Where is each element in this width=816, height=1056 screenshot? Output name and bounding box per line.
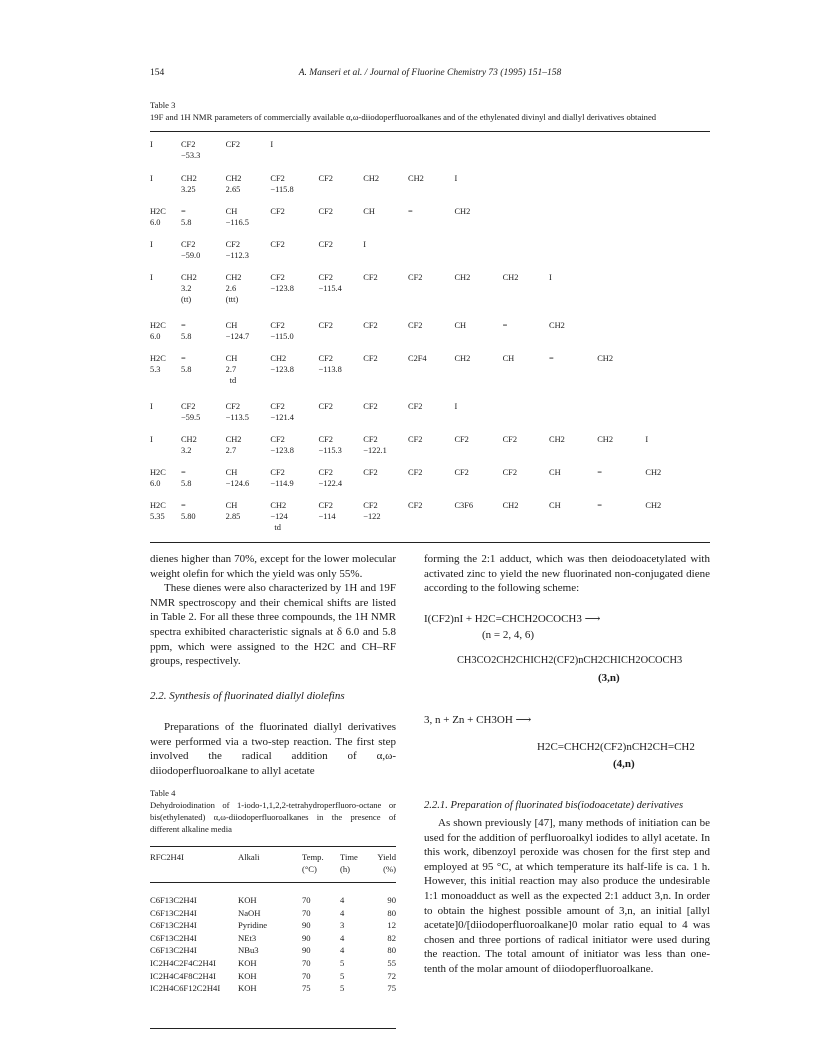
- table3-structure-token: CF2: [363, 468, 378, 477]
- table3-structure-token: H2C: [150, 501, 166, 510]
- table4-cell: 5: [340, 958, 345, 968]
- table3-structure-token: I: [363, 240, 367, 249]
- table4-cell: 5: [340, 970, 345, 981]
- table3-structure-token: =: [180, 321, 186, 330]
- table3-body: [150, 140, 710, 540]
- table3-structure-token: CF2: [318, 240, 333, 249]
- table3-shift-value: 3.2: [180, 284, 192, 293]
- table3-structure-token: I: [270, 140, 274, 149]
- table4-cell: 70: [302, 895, 311, 905]
- table3-bottom-rule: [150, 542, 710, 543]
- table3-structure-token: CF2: [318, 468, 333, 477]
- table3-structure-token: CF2: [225, 240, 241, 249]
- equation-2: 3, n + Zn + CH3OH ⟶: [424, 714, 532, 726]
- table3-multiplicity: (ttt): [225, 295, 239, 304]
- table4-cell: 5: [340, 983, 345, 994]
- table3-shift-value: −122.4: [318, 479, 343, 488]
- table4-cell: 70: [302, 958, 311, 968]
- table3-structure-token: CH2: [225, 435, 242, 444]
- table4-cell: 75: [302, 983, 311, 994]
- table3-structure-token: CF2: [408, 321, 423, 330]
- table3-label: Table 3: [150, 100, 176, 110]
- table3-shift-value: −115.0: [270, 332, 294, 341]
- table4-cell: C6F13C2H4I: [150, 945, 197, 956]
- table3-structure-token: I: [454, 402, 458, 411]
- table3-structure-token: CH2: [363, 174, 380, 183]
- table3-structure-token: CF2: [408, 501, 423, 510]
- left-para-3: Preparations of the fluorinated diallyl derivatives were performed via a two-step reaction. The first step involved the radical addition of α,ω-diiodoperfluoroalkane to allyl acetate: [150, 721, 396, 777]
- table3-shift-value: −124: [270, 512, 288, 521]
- table3-structure-token: CH2: [645, 501, 662, 510]
- table3-structure-token: CH2: [502, 501, 519, 510]
- table3-structure-token: CF2: [318, 321, 333, 330]
- table3-shift-value: −115.8: [270, 185, 294, 194]
- table3-structure-token: CF2: [180, 240, 196, 249]
- table3-structure-token: CF2: [270, 321, 285, 330]
- left-para-1: dienes higher than 70%, except for the lower molecular weight olefin for which the yield was only 55%.: [150, 553, 396, 580]
- table4-header: RFC2H4I: [150, 852, 184, 862]
- table4-cell: 80: [387, 907, 396, 918]
- table3-shift-value: 5.35: [150, 512, 165, 521]
- table3-structure-token: CH2: [549, 435, 565, 444]
- table3-structure-token: =: [502, 321, 508, 330]
- table3-structure-token: CF2: [270, 240, 285, 249]
- table4-cell: 72: [387, 970, 396, 981]
- table4-header: Time: [340, 852, 358, 862]
- table3-structure-token: =: [180, 354, 186, 363]
- table3-structure-token: CF2: [318, 174, 333, 183]
- table4-bottom-rule: [150, 1028, 396, 1029]
- table3-top-rule: [150, 131, 710, 132]
- table3-structure-token: CF2: [318, 354, 333, 363]
- table3-structure-token: CF2: [270, 402, 285, 411]
- table3-shift-value: 2.7: [225, 446, 237, 455]
- table4-cell: 90: [387, 895, 396, 905]
- table3-shift-value: 5.8: [180, 218, 192, 227]
- table3-shift-value: −114: [318, 512, 336, 521]
- table3-structure-token: CH2: [270, 501, 287, 510]
- table3-structure-token: CH2: [454, 207, 471, 216]
- table3-shift-value: −124.7: [225, 332, 250, 341]
- table3-structure-token: CH: [549, 501, 561, 510]
- table3-structure-token: CH2: [597, 354, 614, 363]
- table3-shift-value: 5.80: [180, 512, 196, 521]
- table4-caption-block: [150, 787, 396, 835]
- table3-structure-token: CF2: [408, 468, 423, 477]
- table4-cell: 12: [387, 920, 396, 931]
- table3-structure-token: =: [597, 501, 602, 510]
- table3-shift-value: 3.25: [180, 185, 196, 194]
- table3-structure-token: CH2: [597, 435, 614, 444]
- table3-structure-token: CF2: [363, 402, 378, 411]
- table3-structure-token: CF2: [408, 273, 423, 282]
- table3-shift-value: 2.6: [225, 284, 237, 293]
- table3-shift-value: 6.0: [150, 332, 161, 341]
- table3-structure-token: I: [454, 174, 458, 183]
- table3-shift-value: −59.5: [180, 413, 201, 422]
- table3-structure-token: CF2: [408, 402, 423, 411]
- table3-structure-token: CF2: [318, 402, 333, 411]
- table3-shift-value: 6.0: [150, 218, 161, 227]
- table3-caption: 19F and 1H NMR parameters of commercially available α,ω-diiodoperfluoroalkanes and of the ethylenated divinyl and diallyl derivatives obtained: [150, 112, 657, 122]
- table3-structure-token: CF2: [318, 207, 333, 216]
- table3-structure-token: CH2: [454, 273, 471, 282]
- table4-cell: 90: [302, 932, 311, 943]
- table4-cell: C6F13C2H4I: [150, 895, 197, 905]
- table3-structure-token: CH: [225, 501, 238, 510]
- equation-2-product: H2C=CHCH2(CF2)nCH2CH=CH2: [537, 741, 695, 753]
- table4-cell: KOH: [238, 895, 257, 905]
- table3-shift-value: −115.4: [318, 284, 342, 293]
- table3-shift-value: −123.8: [270, 365, 294, 374]
- table3-structure-token: CH2: [225, 273, 242, 282]
- table4-cell: 90: [302, 920, 311, 931]
- table3-structure-token: CF2: [363, 501, 378, 510]
- equation-1-condition: (n = 2, 4, 6): [482, 629, 535, 641]
- equation-1-product: CH3CO2CH2CHICH2(CF2)nCH2CHICH2OCOCH3: [457, 655, 683, 666]
- table3-shift-value: 2.7: [225, 365, 237, 374]
- table4-cell: NEt3: [238, 932, 257, 943]
- table3-caption-block: [150, 99, 710, 123]
- table3-structure-token: =: [180, 207, 186, 216]
- table3-structure-token: CF2: [318, 273, 333, 282]
- table4-cell: 55: [387, 958, 396, 968]
- table3-shift-value: −122.1: [363, 446, 387, 455]
- table3-structure-token: CH: [225, 321, 238, 330]
- table3-structure-token: CF2: [270, 435, 285, 444]
- table3-shift-value: 5.3: [150, 365, 161, 374]
- table3-structure-token: I: [549, 273, 552, 282]
- table3-structure-token: CH2: [408, 174, 424, 183]
- page-number: 154: [150, 68, 165, 78]
- table4-body: [150, 850, 396, 1026]
- table3-shift-value: −113.5: [225, 413, 249, 422]
- table3-structure-token: C2F4: [408, 354, 427, 363]
- table3-shift-value: 5.8: [180, 479, 192, 488]
- table4-label: Table 4: [150, 788, 176, 798]
- table3-structure-token: CF2: [225, 402, 241, 411]
- table3-shift-value: −59.0: [180, 251, 201, 260]
- table3-structure-token: CH: [225, 354, 238, 363]
- table3-structure-token: CH: [225, 468, 238, 477]
- table3-structure-token: CF2: [502, 435, 518, 444]
- table3-structure-token: CF2: [225, 140, 241, 149]
- table3-shift-value: −124.6: [225, 479, 250, 488]
- table4-cell: 4: [340, 932, 345, 943]
- table3-structure-token: CF2: [363, 273, 378, 282]
- table3-shift-value: −123.8: [270, 446, 294, 455]
- table3-shift-value: 6.0: [150, 479, 161, 488]
- table4-cell: 70: [302, 907, 311, 918]
- table3-structure-token: CF2: [363, 435, 378, 444]
- table4-header: Yield: [377, 852, 396, 862]
- table3-structure-token: H2C: [150, 354, 166, 363]
- table3-structure-token: CH: [502, 354, 515, 363]
- table3-structure-token: I: [150, 240, 153, 249]
- table3-shift-value: 5.8: [180, 365, 192, 374]
- table3-structure-token: I: [150, 174, 153, 183]
- table3-shift-value: −122: [363, 512, 381, 521]
- table4-cell: 90: [302, 945, 311, 956]
- table4-cell: Pyridine: [238, 920, 268, 931]
- table3-shift-value: −115.3: [318, 446, 342, 455]
- table3-structure-token: I: [150, 402, 153, 411]
- table3-structure-token: =: [180, 501, 186, 510]
- table3-structure-token: CF2: [180, 402, 196, 411]
- table3-structure-token: CF2: [454, 435, 469, 444]
- table3-structure-token: C3F6: [454, 501, 474, 510]
- table3-structure-token: CH: [549, 468, 561, 477]
- table3-structure-token: I: [645, 435, 649, 444]
- section-heading-2-2: 2.2. Synthesis of fluorinated diallyl diolefins: [150, 690, 345, 702]
- table4-cell: 3: [340, 920, 345, 931]
- table4-unit: (°C): [302, 864, 317, 874]
- table3-structure-token: I: [150, 435, 153, 444]
- table3-shift-value: −114.9: [270, 479, 294, 488]
- equation-2-label: (4,n): [613, 758, 635, 770]
- table4-header: Alkali: [238, 852, 260, 862]
- table4-caption: Dehydroiodination of 1-iodo-1,1,2,2-tetrahydroperfluoro-octane or bis(ethylenated) α,ω-diiodoperfluoroalkanes in the presence of different alkaline media: [150, 800, 396, 834]
- table3-shift-value: 3.2: [180, 446, 192, 455]
- table3-structure-token: H2C: [150, 321, 166, 330]
- table3-structure-token: CH: [363, 207, 375, 216]
- table3-structure-token: CH2: [225, 174, 242, 183]
- table3-structure-token: CH2: [270, 354, 287, 363]
- table3-structure-token: CF2: [270, 468, 285, 477]
- table3-shift-value: −123.8: [270, 284, 294, 293]
- table3-structure-token: CF2: [502, 468, 518, 477]
- table4-cell: 4: [340, 895, 345, 905]
- table4-cell: KOH: [238, 958, 257, 968]
- journal-reference: A. Manseri et al. / Journal of Fluorine Chemistry 73 (1995) 151–158: [298, 68, 562, 78]
- table4-cell: 4: [340, 945, 345, 956]
- table3-shift-value: 2.85: [225, 512, 241, 521]
- table3-structure-token: CF2: [180, 140, 196, 149]
- table3-structure-token: CH: [454, 321, 467, 330]
- table4-cell: 82: [387, 932, 396, 943]
- table3-shift-value: −53.3: [180, 151, 201, 160]
- table3-structure-token: CF2: [270, 273, 285, 282]
- table4-cell: NBu3: [238, 945, 259, 956]
- table3-structure-token: CF2: [318, 435, 333, 444]
- table4-cell: 4: [340, 907, 345, 918]
- table4-cell: KOH: [238, 970, 257, 981]
- table4-header-rule: [150, 882, 396, 883]
- subsection-heading-2-2-1: 2.2.1. Preparation of fluorinated bis(iodoacetate) derivatives: [424, 800, 684, 811]
- table3-structure-token: =: [597, 468, 602, 477]
- table3-structure-token: CH2: [454, 354, 471, 363]
- table4-cell: 70: [302, 970, 311, 981]
- table3-structure-token: CF2: [270, 174, 285, 183]
- table3-structure-token: CH2: [180, 273, 197, 282]
- table3-multiplicity: td: [274, 523, 281, 532]
- table3-multiplicity: (tt): [180, 295, 192, 304]
- table3-structure-token: I: [150, 140, 153, 149]
- table3-structure-token: CF2: [454, 468, 469, 477]
- table3-structure-token: =: [408, 207, 413, 216]
- right-para-2: As shown previously [47], many methods of initiation can be used for the addition of perfluoroalkyl iodides to allyl acetate. In this work, dibenzoyl peroxide was chosen for the first step and employed at 95 °C, at which temperature its half-life is ca. 1 h. However, this initial reaction may also produce the undesirable 1:1 monoadduct as well as the expected 2:1 adduct 3,n. In order to obtain the highest possible amount of 3,n, an initial [allyl acetate]0/[diiodoperfluoroalkane]0 molar ratio equal to 4 was chosen and three portions of radical initiator were used during the reaction. The total amount of initiator was less than one-tenth of the molar amount of diiodoperfluoroalkane.: [424, 817, 710, 975]
- left-column-text: [150, 552, 396, 669]
- table3-structure-token: CH2: [645, 468, 662, 477]
- table4-cell: NaOH: [238, 907, 261, 918]
- table4-cell: 75: [387, 983, 396, 994]
- table3-structure-token: =: [549, 354, 554, 363]
- table4-cell: C6F13C2H4I: [150, 907, 197, 918]
- table3-structure-token: CH: [225, 207, 238, 216]
- table3-shift-value: −121.4: [270, 413, 294, 422]
- table3-structure-token: CH2: [549, 321, 565, 330]
- table4-cell: 80: [387, 945, 396, 956]
- table3-structure-token: H2C: [150, 468, 166, 477]
- table3-structure-token: CF2: [270, 207, 285, 216]
- table3-structure-token: CH2: [180, 174, 197, 183]
- table4-cell: C6F13C2H4I: [150, 932, 197, 943]
- right-para-1: forming the 2:1 adduct, which was then deiodoacetylated with activated zinc to yield the new fluorinated non-conjugated diene according to the following scheme:: [424, 553, 710, 595]
- table4-top-rule: [150, 846, 396, 847]
- table3-structure-token: CF2: [408, 435, 423, 444]
- table3-structure-token: I: [150, 273, 153, 282]
- table3-shift-value: 5.8: [180, 332, 192, 341]
- table3-shift-value: −112.3: [225, 251, 249, 260]
- equation-1: I(CF2)nI + H2C=CHCH2OCOCH3 ⟶: [424, 613, 601, 625]
- table3-shift-value: −113.8: [318, 365, 342, 374]
- equation-1-label: (3,n): [598, 672, 620, 684]
- table3-structure-token: H2C: [150, 207, 166, 216]
- table3-structure-token: CH2: [180, 435, 197, 444]
- table4-header: Temp.: [302, 852, 324, 862]
- table4-unit: (%): [383, 864, 396, 874]
- table3-shift-value: −116.5: [225, 218, 249, 227]
- table3-structure-token: CF2: [318, 501, 333, 510]
- left-para-2: These dienes were also characterized by 1H and 19F NMR spectroscopy and their chemical shifts are listed in Table 2. For all these three compounds, the 1H NMR spectra exhibited characteristic signals at δ 6.0 and 5.8 ppm, which were assigned to the H2C and CH–RF groups, respectively.: [150, 582, 396, 668]
- table4-cell: IC2H4C4F8C2H4I: [150, 970, 216, 981]
- table4-cell: C6F13C2H4I: [150, 920, 197, 931]
- table3-structure-token: CH2: [502, 273, 519, 282]
- table4-cell: IC2H4C6F12C2H4I: [150, 983, 221, 994]
- table3-shift-value: 2.65: [225, 185, 241, 194]
- table3-structure-token: CF2: [363, 321, 378, 330]
- table4-cell: KOH: [238, 983, 257, 994]
- table4-cell: IC2H4C2F4C2H4I: [150, 958, 216, 968]
- table3-multiplicity: td: [229, 376, 237, 385]
- table4-unit: (h): [340, 864, 351, 874]
- table3-structure-token: =: [180, 468, 186, 477]
- table3-structure-token: CF2: [363, 354, 378, 363]
